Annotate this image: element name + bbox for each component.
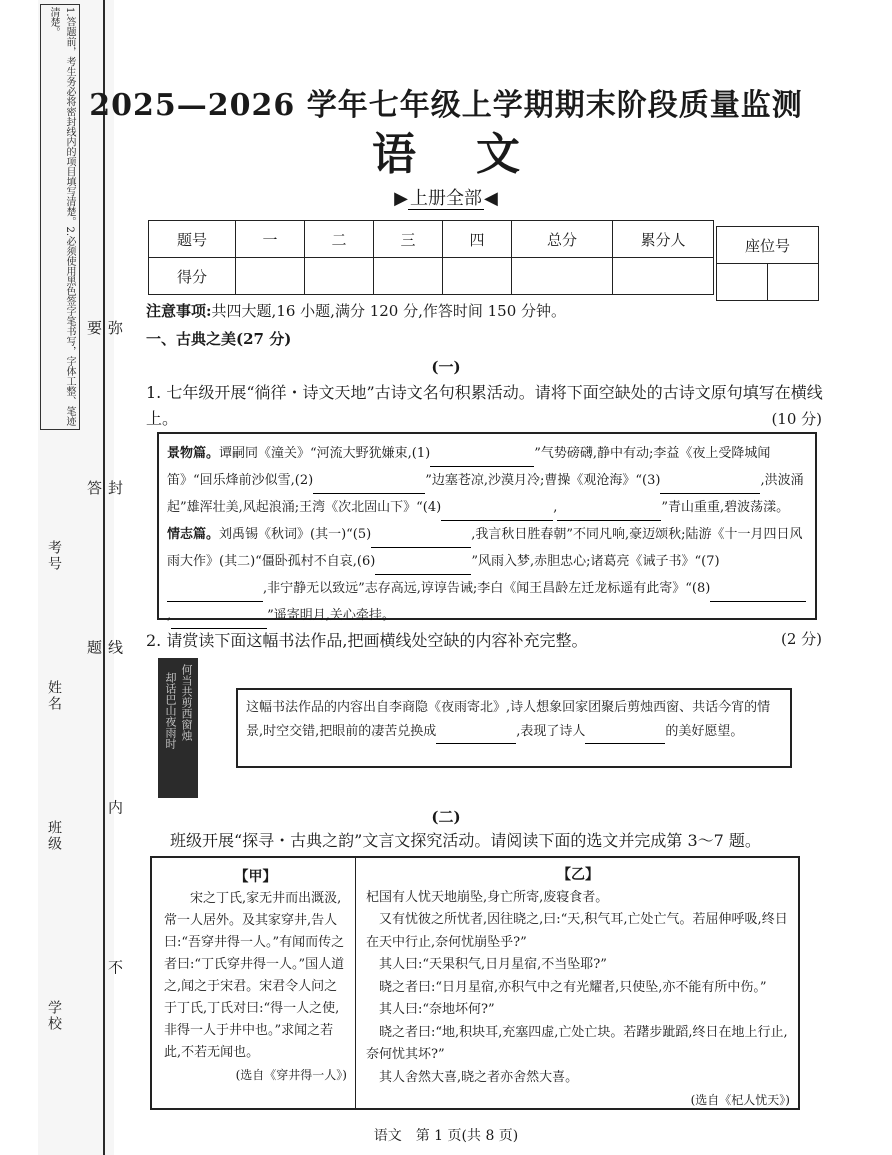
scene-text: ”青山重重,碧波荡漾。: [661, 500, 790, 515]
score-header: 一: [236, 221, 305, 258]
scene-text: ,洪波涌起”雄浑壮美,风起浪涌;王湾《次北固山下》“(4): [167, 473, 804, 515]
emotion-text: ,: [167, 608, 172, 623]
score-cell[interactable]: [305, 258, 374, 295]
notice-label: 注意事项:: [146, 302, 212, 320]
answer-blank-8a[interactable]: [710, 583, 806, 602]
emotion-text: ,我言秋日胜春朝”不同凡响,豪迈颂秋;陆游《十一月四日风雨大作》(其二)“僵卧孤村不自哀,(6): [167, 527, 803, 569]
passage-b-title: 【乙】: [557, 867, 599, 883]
question-2: 2. 请赏读下面这幅书法作品,把画横线处空缺的内容补充完整。: [146, 631, 588, 650]
appreciation-text: 的美好愿望。: [665, 724, 744, 739]
emotion-text: 刘禹锡《秋词》(其一)“(5): [219, 527, 372, 542]
passage-b-p4: 晓之者曰:“日月星宿,亦积气中之有光耀者,只使坠,亦不能有所中伤。”: [379, 979, 767, 995]
passage-b: [356, 858, 798, 1108]
scene-text: ”边塞苍凉,沙漠月冷;曹操《观沧海》“(3): [425, 473, 661, 488]
scope-left-mark: ▶: [394, 188, 408, 209]
score-cell[interactable]: [374, 258, 443, 295]
appreciation-text: ,表现了诗人: [516, 724, 586, 739]
notice: [146, 300, 566, 321]
answer-blank-2[interactable]: [313, 475, 425, 494]
calligraphy-column-1: 何当共剪西窗烛: [180, 664, 193, 741]
school-label: 学校: [46, 1000, 62, 1032]
exam-no-label: 考号: [46, 540, 62, 572]
emotion-label: 情志篇。: [167, 527, 220, 542]
score-cell[interactable]: [613, 258, 714, 295]
score-cell[interactable]: [443, 258, 512, 295]
reading-passages: [150, 856, 800, 1110]
emotion-text: ”风雨入梦,赤胆忠心;诸葛亮《诫子书》“(7): [471, 554, 720, 569]
question-1-box: [157, 432, 817, 623]
scope-label: [0, 184, 892, 210]
scene-text: ”气势磅礴,静中有动;李益《夜上受降城闻笛》“回乐烽前沙似雪,(2): [167, 446, 771, 488]
passage-b-p6: 晓之者曰:“地,积块耳,充塞四虚,亡处亡块。若躇步跐蹈,终日在地上行止,奈何忧其坏?”: [366, 1024, 788, 1062]
score-cell[interactable]: [236, 258, 305, 295]
part-2-intro: 班级开展“探寻・古典之韵”文言文探究活动。请阅读下面的选文并完成第 3～7 题。: [170, 831, 761, 850]
question-1-points: (10 分): [771, 410, 822, 428]
appreciation-text: 这幅书法作品的内容出自李商隐《夜雨寄北》,诗人想象回家团聚后剪烛西窗、共话今宵的情景,时空交错,把眼前的凄苦兑换成: [246, 700, 771, 739]
calligraphy-image: [158, 658, 198, 798]
question-2-points: (2 分): [780, 630, 822, 648]
score-cell[interactable]: [512, 258, 613, 295]
answer-blank-5[interactable]: [371, 529, 471, 548]
passage-b-p5: 其人曰:“奈地坏何?”: [379, 1002, 495, 1017]
part-2-heading: (二): [431, 808, 461, 826]
score-table: [148, 220, 714, 295]
score-header: 累分人: [613, 221, 714, 258]
passage-b-p2: 又有忧彼之所忧者,因往晓之,曰:“天,积气耳,亡处亡气。若屈伸呼吸,终日在天中行止,奈何忧崩坠乎?”: [366, 912, 788, 950]
passage-a-body: 宋之丁氏,家无井而出溉汲,常一人居外。及其家穿井,告人曰:“吾穿井得一人。”有闻而传之者曰:“丁氏穿井得一人。”国人道之,闻之于宋君。宋君令人问之于丁氏,丁氏对曰:“得一人之使,非得一人于井中也。”求闻之若此,不若无闻也。: [164, 891, 345, 1060]
binding-notes: 1.答题前，考生务必将密封线内的项目填写清楚。2.必须使用黑色签字笔书写，字体工整、笔迹清楚。: [40, 4, 80, 430]
passage-a-title: 【甲】: [234, 869, 277, 885]
part-1-heading: (一): [431, 358, 461, 376]
answer-blank-7[interactable]: [167, 583, 263, 602]
class-label: 班级: [46, 820, 62, 852]
score-header: 四: [443, 221, 512, 258]
scope-text: 上册全部: [410, 188, 482, 209]
seat-cell[interactable]: [717, 264, 768, 301]
scene-label: 景物篇。: [167, 446, 220, 461]
page-footer: 语文 第 1 页(共 8 页): [373, 1128, 519, 1144]
seat-table: [716, 226, 819, 301]
answer-blank-q2b[interactable]: [585, 725, 665, 744]
answer-blank-4a[interactable]: [441, 502, 553, 521]
emotion-text: ,非宁静无以致远”志存高远,谆谆告诫;李白《闻王昌龄左迁龙标遥有此寄》“(8): [263, 581, 711, 596]
section-1-heading: 一、古典之美(27 分): [146, 330, 292, 348]
passage-b-source: (选自《杞人忧天》): [690, 1093, 790, 1107]
answer-blank-6[interactable]: [375, 556, 471, 575]
passage-a-source: (选自《穿井得一人》): [235, 1068, 347, 1082]
score-header: 总分: [512, 221, 613, 258]
notice-text: 共四大题,16 小题,满分 120 分,作答时间 150 分钟。: [211, 302, 567, 320]
passage-b-p3: 其人曰:“天果积气,日月星宿,不当坠耶?”: [379, 957, 607, 972]
seat-cell[interactable]: [768, 264, 819, 301]
scope-right-mark: ◀: [484, 188, 498, 209]
name-label: 姓名: [46, 680, 62, 712]
passage-b-p1: 杞国有人忧天地崩坠,身亡所寄,废寝食者。: [366, 889, 609, 905]
scene-text: 谭嗣同《潼关》“河流大野犹嫌束,(1): [219, 446, 431, 461]
answer-blank-q2a[interactable]: [436, 725, 516, 744]
emotion-text: ”遥寄明月,关心牵挂。: [267, 608, 395, 623]
answer-blank-4b[interactable]: [557, 502, 661, 521]
score-header: 题号: [149, 221, 236, 258]
question-1: 1. 七年级开展“徜徉・诗文天地”古诗文名句积累活动。请将下面空缺处的古诗文原句填写在横线上。: [146, 383, 823, 428]
score-header: 二: [305, 221, 374, 258]
exam-title: 2025—2026 学年七年级上学期期末阶段质量监测: [89, 88, 803, 123]
calligraphy-column-2: 却话巴山夜雨时: [164, 672, 177, 749]
answer-blank-8b[interactable]: [171, 610, 267, 629]
passage-b-p7: 其人舍然大喜,晓之者亦舍然大喜。: [379, 1069, 579, 1085]
seat-label: 座位号: [717, 227, 819, 264]
score-header: 三: [374, 221, 443, 258]
answer-blank-3[interactable]: [660, 475, 760, 494]
scene-text: ,: [553, 500, 558, 515]
binding-warning: 弥 封 线 内 不 要 答 题: [85, 320, 124, 1045]
answer-blank-1[interactable]: [430, 448, 534, 467]
score-row-label: 得分: [149, 258, 236, 295]
question-2-box: [236, 688, 792, 768]
subject-title: 语文: [372, 129, 580, 180]
passage-a: [152, 858, 356, 1108]
